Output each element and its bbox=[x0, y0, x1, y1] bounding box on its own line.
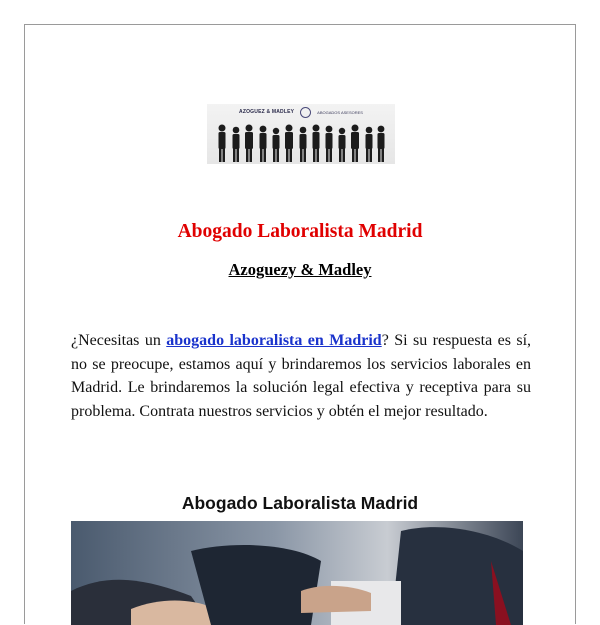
banner-brand-text: AZOGUEZ & MADLEY bbox=[239, 109, 295, 115]
paragraph-text-start: ¿Necesitas un bbox=[71, 332, 167, 349]
business-people-silhouettes bbox=[213, 122, 389, 164]
intro-paragraph bbox=[71, 329, 531, 423]
handshake-illustration bbox=[71, 521, 523, 625]
banner-header bbox=[207, 104, 395, 120]
document-page bbox=[24, 24, 576, 624]
paragraph-text-end: ? Si su respuesta es sí, no se preocupe, estamos aquí y brindaremos los servicios laborales en Madrid. Le brindaremos la solución legal efectiva y receptiva para su problema. Contrata nuestros servicios y obtén el mejor resultado. bbox=[71, 332, 532, 420]
page-title: Abogado Laboralista Madrid bbox=[177, 221, 423, 242]
lawyer-link[interactable]: abogado laboralista en Madrid bbox=[166, 332, 382, 349]
banner-tagline-text: ABOGADOS ASESORES bbox=[317, 109, 363, 115]
handshake-photo bbox=[71, 521, 523, 625]
page-subtitle: Azoguezy & Madley bbox=[228, 260, 372, 279]
photo-caption: Abogado Laboralista Madrid bbox=[181, 493, 419, 513]
logo-icon bbox=[300, 107, 311, 118]
company-banner-image bbox=[207, 104, 395, 164]
